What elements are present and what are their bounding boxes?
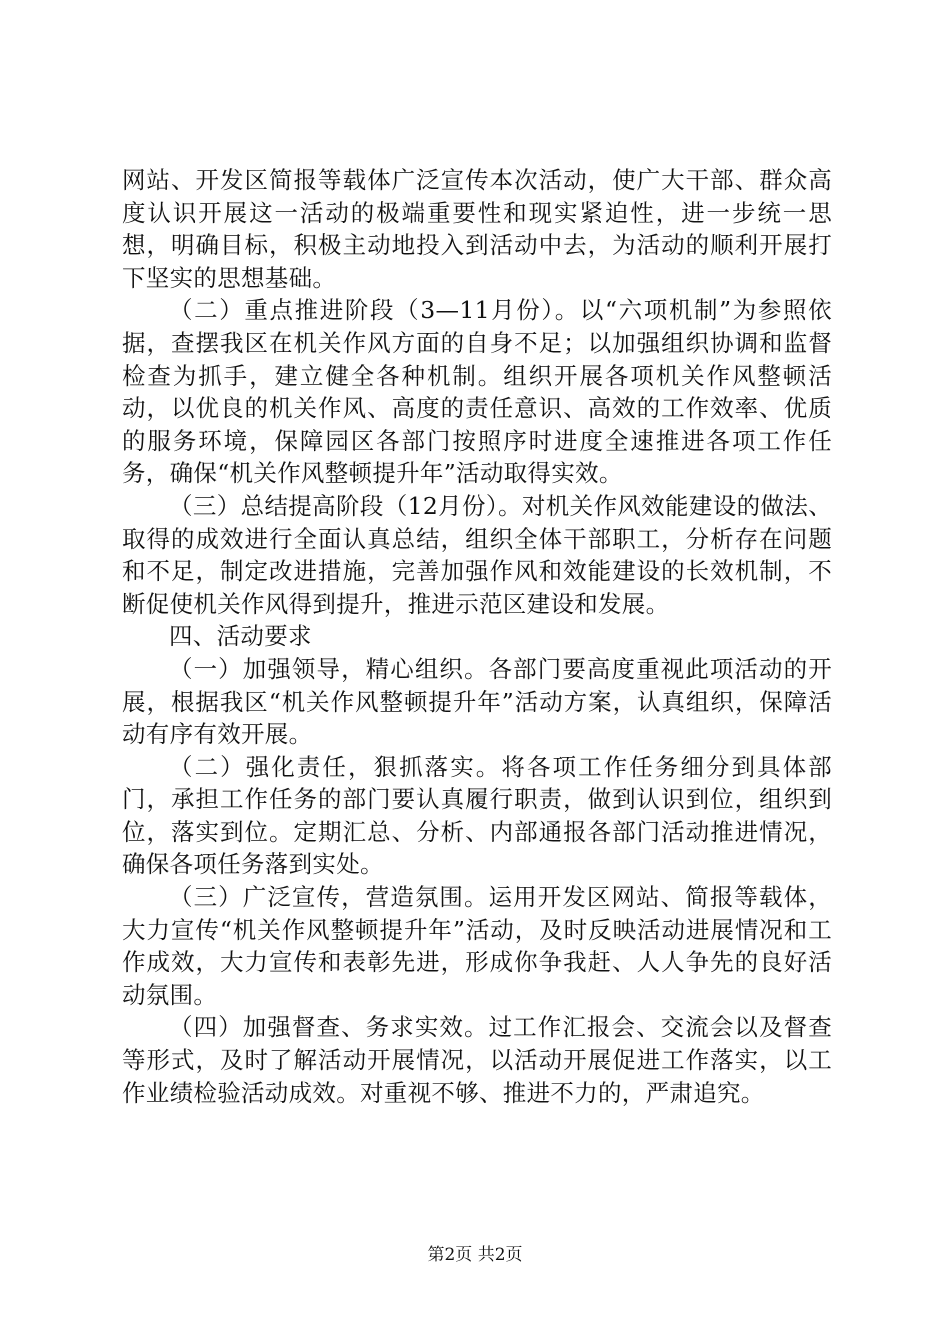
paragraph-stage-three: （三）总结提高阶段（12月份）。对机关作风效能建设的做法、取得的成效进行全面认真总结，组织全体干部职工，分析存在问题和不足，制定改进措施，完善加强作风和效能建设的长效机制，不断促使机关作风得到提升，推进示范区建设和发展。 bbox=[122, 491, 832, 618]
paragraph-requirement-one: （一）加强领导，精心组织。各部门要高度重视此项活动的开展，根据我区“机关作风整顿提升年”活动方案，认真组织，保障活动有序有效开展。 bbox=[122, 654, 832, 749]
paragraph-requirement-four: （四）加强督查、务求实效。过工作汇报会、交流会以及督查等形式，及时了解活动开展情况，以活动开展促进工作落实，以工作业绩检验活动成效。对重视不够、推进不力的，严肃追究。 bbox=[122, 1013, 832, 1107]
paragraph-stage-two: （二）重点推进阶段（3—11月份）。以“六项机制”为参照依据，查摆我区在机关作风方面的自身不足；以加强组织协调和监督检查为抓手，建立健全各种机制。组织开展各项机关作风整顿活动，以优良的机关作风、高度的责任意识、高效的工作效率、优质的服务环境，保障园区各部门按照序时进度全速推进各项工作任务，确保“机关作风整顿提升年”活动取得实效。 bbox=[122, 296, 832, 488]
paragraph-requirement-two: （二）强化责任，狠抓落实。将各项工作任务细分到具体部门，承担工作任务的部门要认真履行职责，做到认识到位，组织到位，落实到位。定期汇总、分析、内部通报各部门活动推进情况，确保各项任务落到实处。 bbox=[122, 752, 832, 879]
section-heading-requirements: 四、活动要求 bbox=[169, 622, 312, 651]
paragraph-requirement-three: （三）广泛宣传，营造氛围。运用开发区网站、简报等载体，大力宣传“机关作风整顿提升年”活动，及时反映活动进展情况和工作成效，大力宣传和表彰先进，形成你争我赶、人人争先的良好活动氛围。 bbox=[122, 883, 832, 1009]
paragraph-intro: 网站、开发区简报等载体广泛宣传本次活动，使广大干部、群众高度认识开展这一活动的极端重要性和现实紧迫性，进一步统一思想，明确目标，积极主动地投入到活动中去，为活动的顺利开展打下坚实的思想基础。 bbox=[122, 166, 832, 292]
document-body bbox=[122, 164, 832, 1109]
page-number-footer: 第2页 共2页 bbox=[427, 1245, 523, 1265]
